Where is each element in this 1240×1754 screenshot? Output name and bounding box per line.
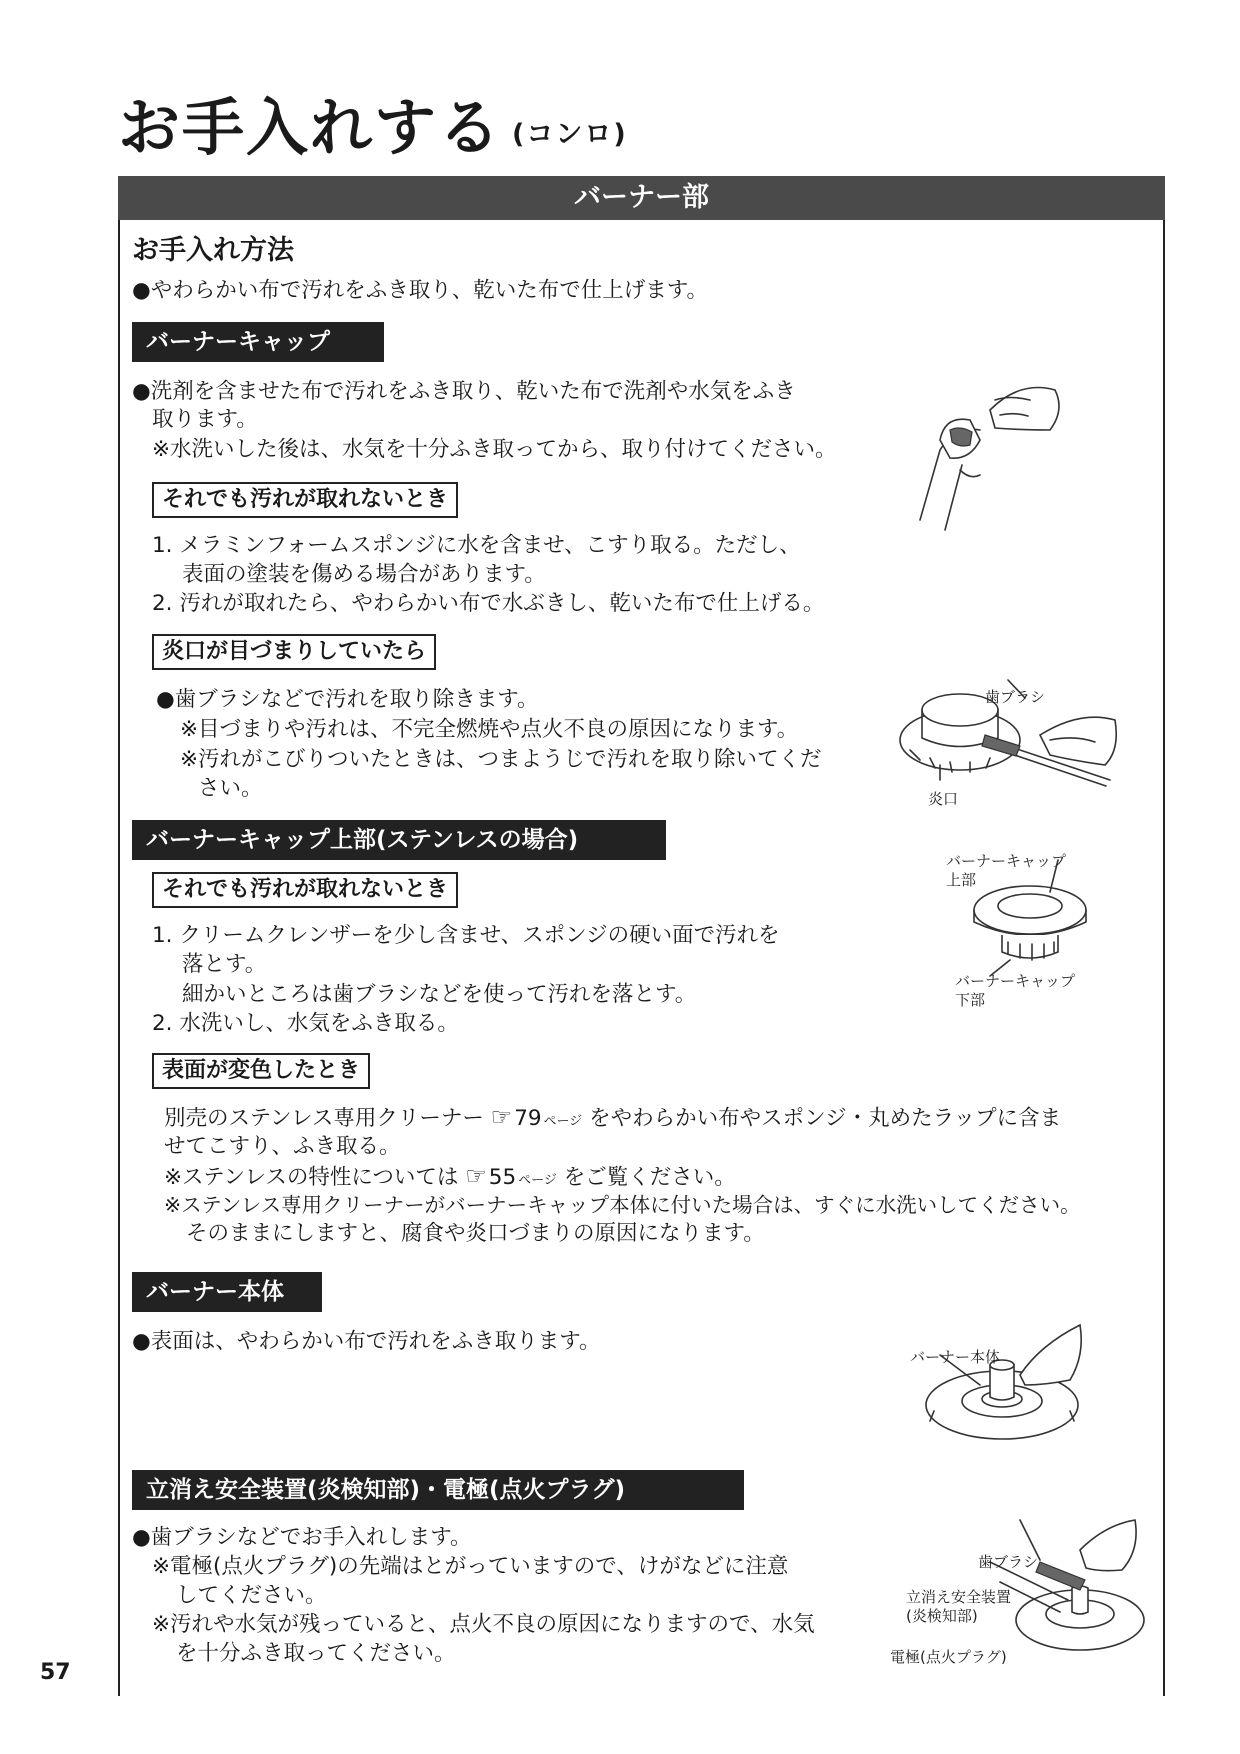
- safety-note2b: を十分ふき取ってください。: [176, 1641, 456, 1666]
- safety-note1b: してください。: [176, 1583, 327, 1608]
- burner-cap-step1-line1: 1. メラミンフォームスポンジに水を含ませ、こすり取る。ただし、: [152, 533, 801, 558]
- fig-toothbrush-label: 歯ブラシ: [985, 688, 1046, 706]
- burner-cap-line1: ●洗剤を含ませた布で汚れをふき取り、乾いた布で洗剤や水気をふき: [132, 379, 796, 404]
- discolor-note3: そのままにしますと、腐食や炎口づまりの原因になります。: [186, 1221, 765, 1246]
- safety-bar: 立消え安全装置(炎検知部)・電極(点火プラグ): [132, 1470, 744, 1510]
- burner-cap-line2: 取ります。: [152, 407, 258, 432]
- cap-top-box-discolor: 表面が変色したとき: [152, 1053, 370, 1089]
- cap-top-step1-line1: 1. クリームクレンザーを少し含ませ、スポンジの硬い面で汚れを: [152, 923, 780, 948]
- fig-lower-label-b: 下部: [955, 991, 986, 1009]
- cap-top-bar: バーナーキャップ上部(ステンレスの場合): [132, 820, 666, 860]
- discolor-note1: ※ステンレスの特性については ☞ 55 ページ をご覧ください。: [164, 1162, 736, 1195]
- clog-note2a: ※汚れがこびりついたときは、つまようじで汚れを取り除いてくだ: [180, 747, 822, 772]
- safety-note1a: ※電極(点火プラグ)の先端はとがっていますので、けがなどに注意: [152, 1554, 789, 1579]
- fig-lower-label-a: バーナーキャップ: [955, 972, 1076, 990]
- page-reference-79[interactable]: ☞ 79 ページ: [490, 1103, 583, 1131]
- cap-top-step1-line2: 落とす。: [182, 952, 267, 977]
- page-title-sub: (コンロ): [512, 119, 628, 151]
- discolor-line2: せてこすり、ふき取る。: [164, 1134, 401, 1159]
- page-title: [118, 78, 628, 167]
- fig-burner-body-label: バーナー本体: [910, 1348, 1001, 1366]
- discolor-note2: ※ステンレス専用クリーナーがバーナーキャップ本体に付いた場合は、すぐに水洗いしてください。: [164, 1193, 1081, 1217]
- safety-line1: ●歯ブラシなどでお手入れします。: [132, 1525, 472, 1550]
- cap-top-box-stubborn: それでも汚れが取れないとき: [152, 872, 458, 908]
- burner-cap-bar: バーナーキャップ: [132, 322, 384, 362]
- fig-safety-brush-label: 歯ブラシ: [978, 1553, 1039, 1571]
- burner-cap-step2: 2. 汚れが取れたら、やわらかい布で水ぶきし、乾いた布で仕上げる。: [152, 591, 825, 616]
- page-title-main: お手入れする: [118, 91, 503, 164]
- fig-port-label: 炎口: [928, 790, 959, 808]
- safety-device-illustration: [1010, 1510, 1150, 1650]
- method-text: ●やわらかい布で汚れをふき取り、乾いた布で仕上げます。: [132, 278, 709, 303]
- burner-cap-box-clogged: 炎口が目づまりしていたら: [152, 634, 436, 670]
- discolor-line1-a: 別売のステンレス専用クリーナー: [164, 1106, 484, 1131]
- method-heading: お手入れ方法: [132, 235, 294, 266]
- fig-sensor-label-b: (炎検知部): [906, 1607, 978, 1625]
- burner-cap-parts-illustration: [970, 880, 1110, 980]
- pointing-finger-icon: ☞: [465, 1162, 487, 1190]
- fig-upper-label-b: 上部: [946, 871, 977, 889]
- cap-top-step1-line3: 細かいところは歯ブラシなどを使って汚れを落とす。: [182, 982, 697, 1007]
- clog-note1: ※目づまりや汚れは、不完全燃焼や点火不良の原因になります。: [180, 717, 799, 742]
- page-number: 57: [40, 1660, 71, 1685]
- burner-cap-step1-line2: 表面の塗装を傷める場合があります。: [182, 562, 546, 587]
- burner-body-text: ●表面は、やわらかい布で汚れをふき取ります。: [132, 1329, 601, 1354]
- burner-cap-note: ※水洗いした後は、水気を十分ふき取ってから、取り付けてください。: [152, 437, 837, 462]
- burner-cap-box-stubborn: それでも汚れが取れないとき: [152, 482, 458, 518]
- clog-note2b: さい。: [198, 776, 263, 801]
- pointing-finger-icon: ☞: [490, 1103, 513, 1131]
- safety-note2a: ※汚れや水気が残っていると、点火不良の原因になりますので、水気: [152, 1612, 815, 1637]
- burner-body-bar: バーナー本体: [132, 1272, 322, 1312]
- fig-sensor-label-a: 立消え安全装置: [906, 1588, 1012, 1606]
- page-reference-55[interactable]: ☞ 55 ページ: [465, 1162, 557, 1190]
- section-band: バーナー部: [118, 176, 1165, 220]
- clog-line1: ●歯ブラシなどで汚れを取り除きます。: [156, 687, 539, 712]
- hand-wiping-cap-illustration: [900, 370, 1070, 540]
- discolor-line1: [164, 1103, 1061, 1136]
- discolor-line1-b: をやわらかい布やスポンジ・丸めたラップに含ま: [589, 1106, 1062, 1131]
- fig-electrode-label: 電極(点火プラグ): [890, 1648, 1007, 1666]
- fig-upper-label-a: バーナーキャップ: [946, 852, 1067, 870]
- cap-top-step2: 2. 水洗いし、水気をふき取る。: [152, 1011, 459, 1036]
